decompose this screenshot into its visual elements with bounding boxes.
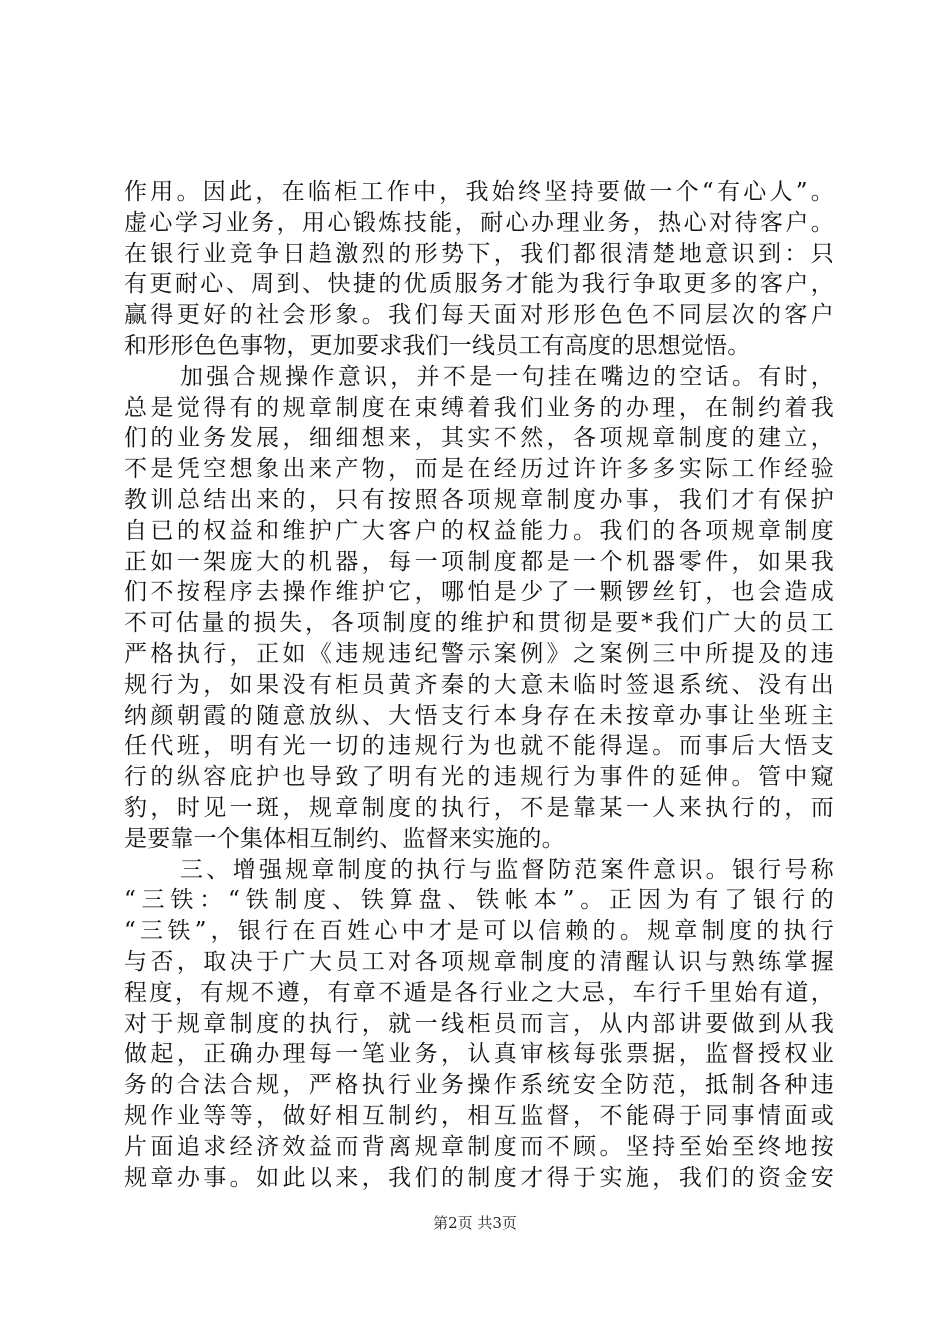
text-line: 严格执行，正如《违规违纪警示案例》之案例三中所提及的违: [124, 640, 834, 667]
text-line: 规行为，如果没有柜员黄齐秦的大意未临时签退系统、没有出: [124, 671, 834, 698]
text-line: 们不按程序去操作维护它，哪怕是少了一颗锣丝钉，也会造成: [124, 579, 834, 606]
text-line: 对于规章制度的执行，就一线柜员而言，从内部讲要做到从我: [124, 1010, 834, 1037]
text-line: 豹，时见一斑，规章制度的执行，不是靠某一人来执行的，而: [124, 794, 834, 821]
text-line: 有更耐心、周到、快捷的优质服务才能为我行争取更多的客户，: [124, 271, 834, 298]
text-line: 教训总结出来的，只有按照各项规章制度办事，我们才有保护: [124, 486, 834, 513]
text-line: 不可估量的损失，各项制度的维护和贯彻是要*我们广大的员工: [124, 610, 834, 637]
text-line: 们的业务发展，细细想来，其实不然，各项规章制度的建立，: [124, 425, 834, 452]
text-line: 总是觉得有的规章制度在束缚着我们业务的办理，在制约着我: [124, 394, 834, 421]
text-line: 三、增强规章制度的执行与监督防范案件意识。银行号称: [180, 856, 834, 883]
text-line: 规作业等等，做好相互制约，相互监督，不能碍于同事情面或: [124, 1102, 834, 1129]
text-line: 虚心学习业务，用心锻炼技能，耐心办理业务，热心对待客户。: [124, 209, 834, 236]
text-line: 片面追求经济效益而背离规章制度而不顾。坚持至始至终地按: [124, 1133, 834, 1160]
text-line: 加强合规操作意识，并不是一句挂在嘴边的空话。有时，: [180, 363, 834, 390]
text-line: 与否，取决于广大员工对各项规章制度的清醒认识与熟练掌握: [124, 948, 834, 975]
text-line: 不是凭空想象出来产物，而是在经历过许许多多实际工作经验: [124, 456, 834, 483]
text-line: 行的纵容庇护也导致了明有光的违规行为事件的延伸。管中窥: [124, 764, 834, 791]
text-line: 纳颜朝霞的随意放纵、大悟支行本身存在未按章办事让坐班主: [124, 702, 834, 729]
document-body: [124, 177, 834, 1193]
text-line: 在银行业竞争日趋激烈的形势下，我们都很清楚地意识到：只: [124, 240, 834, 267]
text-line: “三铁”，银行在百姓心中才是可以信赖的。规章制度的执行: [124, 918, 834, 945]
text-line: 规章办事。如此以来，我们的制度才得于实施，我们的资金安: [124, 1164, 834, 1191]
text-line: 和形形色色事物，更加要求我们一线员工有高度的思想觉悟。: [124, 332, 751, 359]
text-line: 赢得更好的社会形象。我们每天面对形形色色不同层次的客户: [124, 302, 834, 329]
text-line: 正如一架庞大的机器，每一项制度都是一个机器零件，如果我: [124, 548, 834, 575]
text-line: “三铁：“铁制度、铁算盘、铁帐本”。正因为有了银行的: [124, 887, 834, 914]
text-line: 作用。因此，在临柜工作中，我始终坚持要做一个“有心人”。: [124, 179, 834, 205]
text-line: 程度，有规不遵，有章不遁是各行业之大忌，车行千里始有道，: [124, 979, 834, 1006]
text-line: 务的合法合规，严格执行业务操作系统安全防范，抵制各种违: [124, 1072, 834, 1099]
page-footer: 第2页 共3页: [433, 1214, 517, 1232]
text-line: 做起，正确办理每一笔业务，认真审核每张票据，监督授权业: [124, 1041, 834, 1068]
text-line: 是要靠一个集体相互制约、监督来实施的。: [124, 825, 565, 852]
text-line: 任代班，明有光一切的违规行为也就不能得逞。而事后大悟支: [124, 733, 834, 760]
text-line: 自已的权益和维护广大客户的权益能力。我们的各项规章制度: [124, 517, 834, 544]
